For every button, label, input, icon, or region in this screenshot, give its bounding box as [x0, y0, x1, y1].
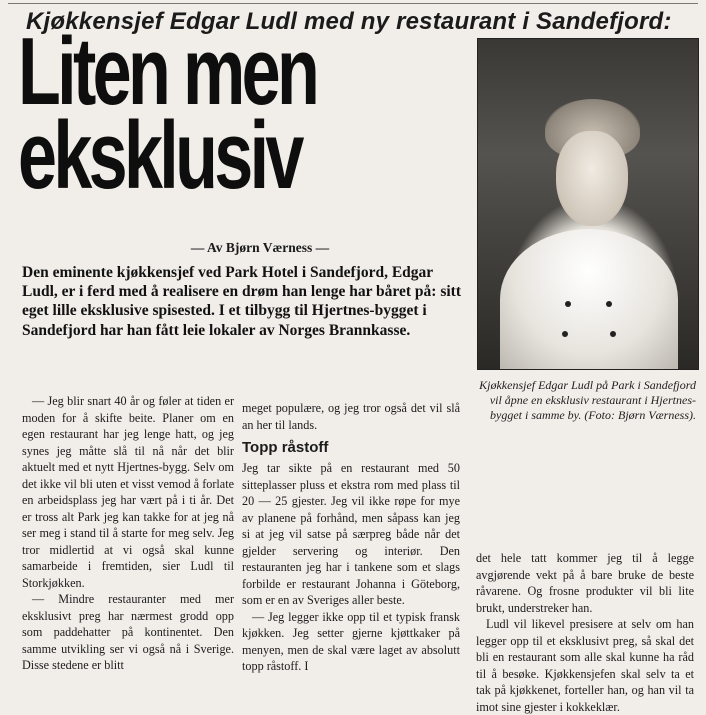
- byline: — Av Bjørn Værness —: [190, 240, 330, 255]
- col1-paragraph-2: — Mindre restauranter med mer eksklusivt preg har nærmest grodd opp som paddehatter på kontinentet. Den samme utvikling ser vi også nå i Sverige. Disse stedene er blitt: [22, 592, 234, 672]
- col2-paragraph-1: Jeg tar sikte på en restaurant med 50 sitteplasser pluss et ekstra rom med plass til 20 — 25 gjester. Jeg vil ikke røpe for mye av planene på forhånd, men såpass kan jeg si at jeg vil satse på særpreg både når det gjelder servering og interiør. Den restauranten jeg har i tankene som et slags forbilde er restaurant Johanna i Göteborg, som er en av Sveriges aller beste.: [242, 461, 460, 607]
- photo-caption: Kjøkkensjef Edgar Ludl på Park i Sandefjord vil åpne en eksklusiv restaurant i Hjertnes-bygget i samme by. (Foto: Bjørn Værness).: [479, 378, 696, 422]
- column-1: [22, 393, 234, 674]
- column-3: [476, 550, 694, 715]
- col3-paragraph-2: Ludl vil likevel presisere at selv om han legger opp til et eksklusivt preg, så skal det bli en restaurant som alle skal kunne ha råd til å besøke. Kjøkkensjefen skal selv ta et tak på kjøkkenet, forteller han, og han vil ta imot sine gjester i kokkeklær.: [476, 617, 694, 714]
- lead-paragraph: Den eminente kjøkkensjef ved Park Hotel i Sandefjord, Edgar Ludl, er i ferd med å realisere en drøm han lenge har båret på: sitt eget lille eksklusive spisested. I et tilbygg til Hjertnes-bygget i Sandefjord har han fått leie lokaler av Norges Brannkasse.: [22, 264, 461, 339]
- headline-line-1: Liten men: [18, 18, 317, 125]
- col2-paragraph-2: — Jeg legger ikke opp til et typisk fransk kjøkken. Jeg setter gjerne kjøttkaker på menyen, men de skal være laget av absolutt topp råstoff. I: [242, 609, 460, 673]
- headline: [18, 18, 350, 209]
- col1-paragraph-1: — Jeg blir snart 40 år og føler at tiden er moden for å skifte beite. Planer om en egen restaurant har jeg lenge hatt, og jeg synes jeg måtte slå til nå når det blir aktuelt med et nytt Hjertnes-bygg. Selv om det ikke vil bli uten et visst vemod å forlate en arbeidsplass jeg har vært på i ti år. Det er tross alt Park jeg kan takke for at jeg nå ser meg i stand til å starte for meg selv. Jeg tror midlertid at vi også skal kunne samarbeide i fremtiden, sier Ludl til Storkjøkken.: [22, 394, 234, 590]
- photo-face: [556, 131, 628, 226]
- col3-paragraph-1: det hele tatt kommer jeg til å legge avgjørende vekt på å bare bruke de beste råvarene. Og frosne produkter vil bli lite brukt, understreker han.: [476, 551, 694, 615]
- photo-button: [562, 331, 568, 337]
- kicker: Kjøkkensjef Edgar Ludl med ny restaurant i Sandefjord:: [26, 8, 672, 35]
- chef-photo: [477, 38, 699, 370]
- photo-button: [565, 301, 571, 307]
- photo-jacket: [500, 229, 678, 369]
- top-rule: [8, 3, 698, 4]
- subheading: Topp råstoff: [242, 439, 329, 456]
- photo-button: [606, 301, 612, 307]
- photo-button: [610, 331, 616, 337]
- col2-continuation: meget populære, og jeg tror også det vil slå an her til lands.: [242, 401, 460, 432]
- column-2: [242, 400, 460, 675]
- headline-line-2: eksklusiv: [18, 102, 301, 209]
